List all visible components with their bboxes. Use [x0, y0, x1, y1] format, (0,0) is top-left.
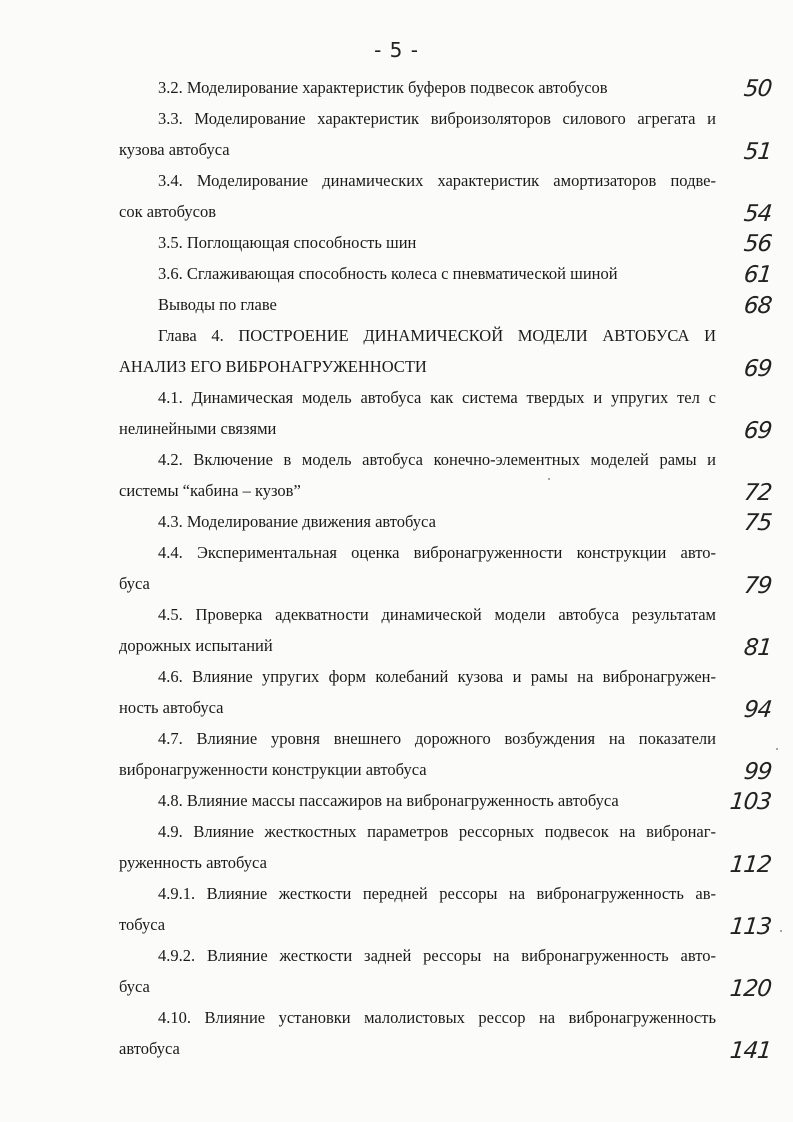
toc-entry: [0, 291, 793, 322]
toc-entry-title: 3.4. Моделирование динамических характеристик амортизаторов подве-: [158, 171, 716, 190]
toc-entry-title-continued: буса: [119, 977, 150, 996]
toc-entry-title: 4.2. Включение в модель автобуса конечно-элементных моделей рамы и: [158, 450, 716, 469]
toc-entry-page-number: 51: [742, 139, 773, 165]
toc-entry-page-number: 61: [742, 262, 773, 288]
toc-entry: [0, 787, 793, 818]
scan-speck: [780, 930, 782, 932]
toc-entry: [0, 229, 793, 260]
toc-entry-page-number: 54: [742, 201, 773, 227]
toc-entry: [0, 1004, 793, 1066]
toc-entry-title-continued: руженность автобуса: [119, 853, 267, 872]
toc-entry-title-continued: ность автобуса: [119, 698, 224, 717]
toc-entry-title-continued: автобуса: [119, 1039, 180, 1058]
toc-entry: [0, 601, 793, 663]
toc-entry-title: 4.5. Проверка адекватности динамической модели автобуса результатам: [158, 605, 716, 624]
toc-entry-title: 4.9. Влияние жесткостных параметров рессорных подвесок на вибронаг-: [158, 822, 716, 841]
toc-entry-title-continued: тобуса: [119, 915, 166, 934]
toc-entry-title: 3.3. Моделирование характеристик виброизоляторов силового агрегата и: [158, 109, 716, 128]
toc-entry-title: Глава 4. ПОСТРОЕНИЕ ДИНАМИЧЕСКОЙ МОДЕЛИ АВТОБУСА И: [158, 326, 716, 345]
scan-speck: [776, 748, 778, 750]
toc-entry-title: 4.7. Влияние уровня внешнего дорожного возбуждения на показатели: [158, 729, 716, 748]
toc-entry: [0, 880, 793, 942]
toc-entry-title-continued: системы “кабина – кузов”: [119, 481, 301, 500]
toc-entry-title: 3.2. Моделирование характеристик буферов подвесок автобусов: [158, 78, 608, 97]
toc-entry-title-continued: нелинейными связями: [119, 419, 277, 438]
toc-entry-title: Выводы по главе: [158, 295, 277, 314]
page-number: - 5 -: [374, 38, 419, 62]
toc-entry-title: 3.5. Поглощающая способность шин: [158, 233, 417, 252]
toc-entry-page-number: 56: [742, 231, 773, 257]
toc-entry: [0, 508, 793, 539]
toc-entry-page-number: 120: [728, 976, 773, 1002]
toc-entry-page-number: 68: [742, 293, 773, 319]
toc-entry-page-number: 94: [742, 697, 773, 723]
toc-entry-title: 4.9.1. Влияние жесткости передней рессоры на вибронагруженность ав-: [158, 884, 716, 903]
toc-entry-page-number: 50: [742, 76, 773, 102]
toc-entry-page-number: 75: [742, 510, 773, 536]
toc-entry-title: 4.1. Динамическая модель автобуса как система твердых и упругих тел с: [158, 388, 716, 407]
toc-entry-title: 4.4. Экспериментальная оценка вибронагруженности конструкции авто-: [158, 543, 716, 562]
toc-entry-page-number: 81: [742, 635, 773, 661]
toc-entry-title: 4.6. Влияние упругих форм колебаний кузова и рамы на вибронагружен-: [158, 667, 716, 686]
toc-entry-page-number: 112: [728, 852, 773, 878]
toc-entry-page-number: 141: [728, 1038, 773, 1064]
toc-entry-title-continued: кузова автобуса: [119, 140, 230, 159]
toc-entry-page-number: 79: [742, 573, 773, 599]
toc-entry-title: 3.6. Сглаживающая способность колеса с пневматической шиной: [158, 264, 618, 283]
toc-entry-title-continued: сок автобусов: [119, 202, 217, 221]
toc-entry-page-number: 113: [728, 914, 773, 940]
toc-entry-page-number: 72: [742, 480, 773, 506]
toc-entry: [0, 663, 793, 725]
toc-entry: [0, 539, 793, 601]
toc-entry: [0, 167, 793, 229]
toc-entry-title-continued: вибронагруженности конструкции автобуса: [119, 760, 427, 779]
toc-entry: [0, 446, 793, 508]
toc-entry-title-continued: дорожных испытаний: [119, 636, 273, 655]
scan-speck: [548, 478, 550, 480]
table-of-contents: [0, 74, 793, 1066]
toc-entry: [0, 942, 793, 1004]
toc-entry-page-number: 69: [742, 418, 773, 444]
toc-entry-page-number: 103: [728, 789, 773, 815]
toc-entry: [0, 74, 793, 105]
toc-entry-title: 4.3. Моделирование движения автобуса: [158, 512, 436, 531]
toc-entry: [0, 105, 793, 167]
toc-entry-title-continued: буса: [119, 574, 150, 593]
toc-entry: [0, 725, 793, 787]
toc-entry: [0, 384, 793, 446]
toc-entry: [0, 322, 793, 384]
toc-entry: [0, 818, 793, 880]
toc-entry-title-continued: АНАЛИЗ ЕГО ВИБРОНАГРУЖЕННОСТИ: [119, 357, 427, 376]
toc-entry-title: 4.8. Влияние массы пассажиров на вибронагруженность автобуса: [158, 791, 619, 810]
toc-entry-page-number: 99: [742, 759, 773, 785]
toc-entry: [0, 260, 793, 291]
toc-entry-page-number: 69: [742, 356, 773, 382]
toc-entry-title: 4.10. Влияние установки малолистовых рессор на вибронагруженность: [158, 1008, 716, 1027]
toc-entry-title: 4.9.2. Влияние жесткости задней рессоры на вибронагруженность авто-: [158, 946, 716, 965]
